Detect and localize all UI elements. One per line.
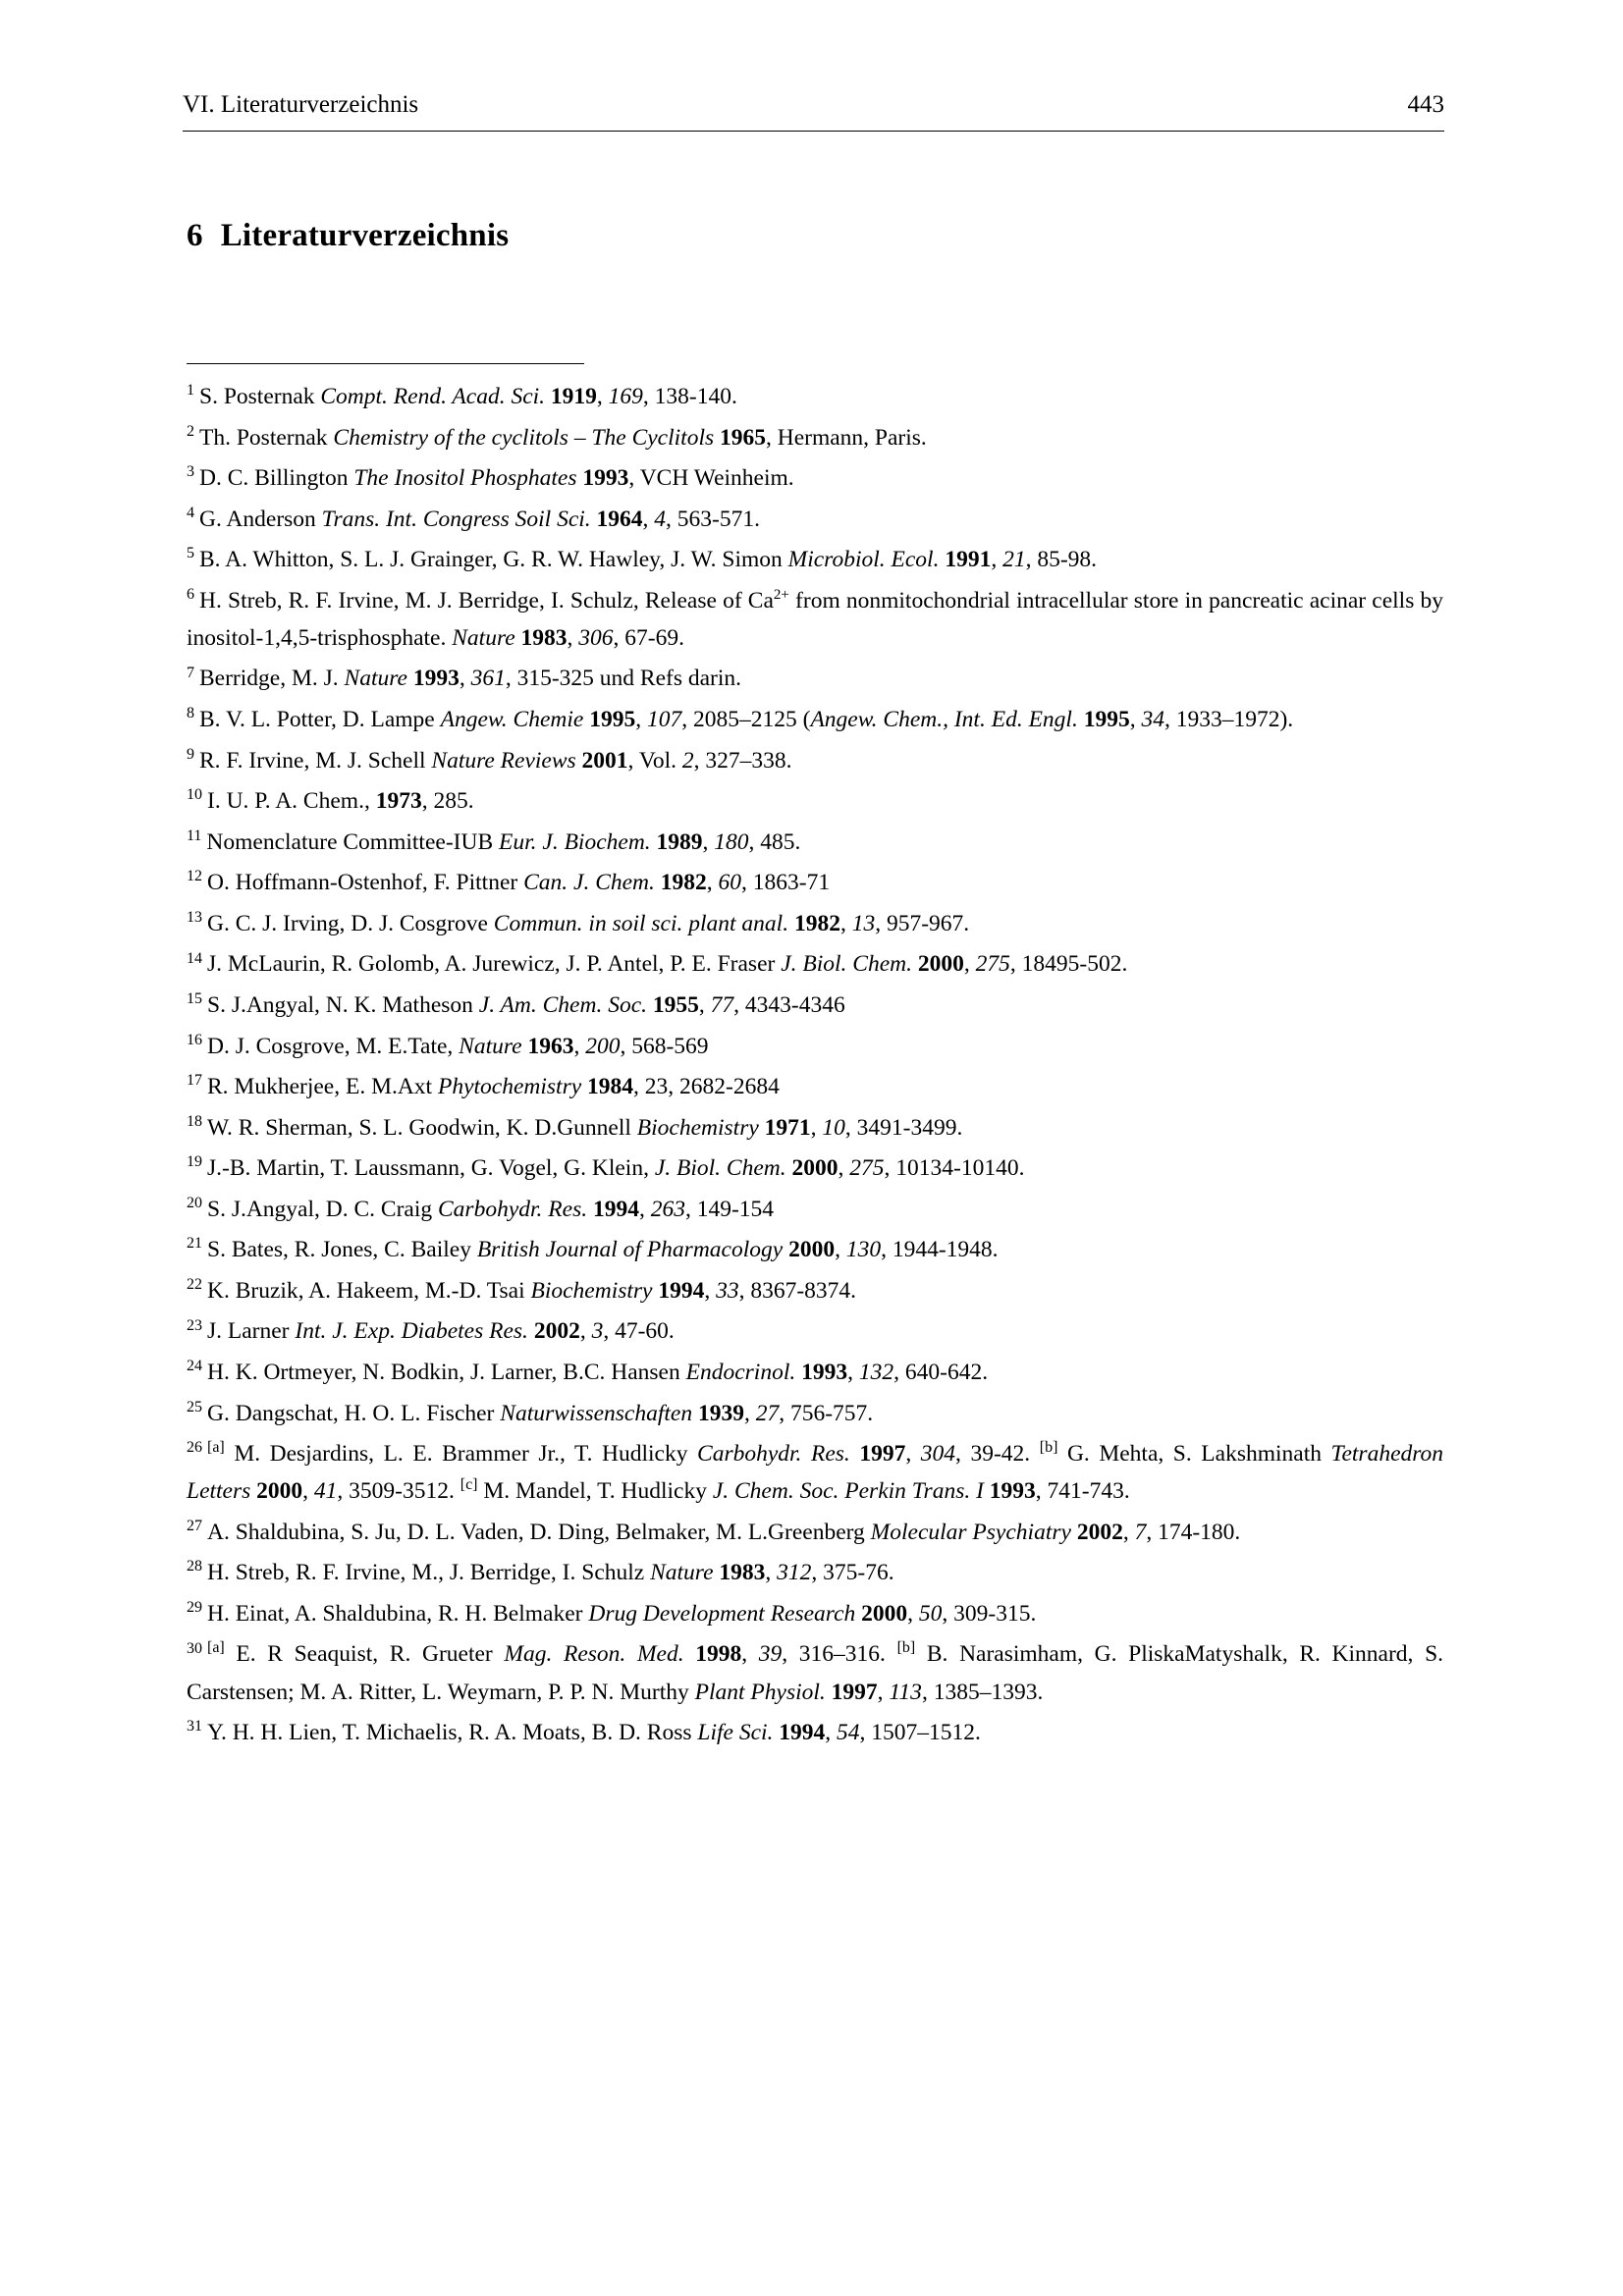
reference-entry — [187, 1595, 1443, 1632]
reference-text: B. V. L. Potter, D. Lampe Angew. Chemie 1995, 107, 2085–2125 (Angew. Chem., Int. Ed. Engl. 1995, 34, 1933–1972). — [199, 707, 1294, 732]
reference-entry — [187, 541, 1443, 578]
reference-entry — [187, 1514, 1443, 1551]
reference-entry — [187, 742, 1443, 779]
reference-number: 12 — [187, 868, 202, 885]
reference-text: Th. Posternak Chemistry of the cyclitols – The Cyclitols 1965, Hermann, Paris. — [199, 424, 927, 451]
reference-number: 15 — [187, 990, 202, 1008]
reference-entry — [187, 1714, 1443, 1751]
chapter-number: 6 — [187, 218, 203, 253]
reference-text: H. K. Ortmeyer, N. Bodkin, J. Larner, B.C. Hansen Endocrinol. 1993, 132, 640-642. — [207, 1360, 989, 1385]
reference-text: I. U. P. A. Chem., 1973, 285. — [207, 788, 474, 815]
reference-number: 18 — [187, 1112, 202, 1130]
reference-entry — [187, 419, 1443, 456]
reference-entry — [187, 1231, 1443, 1268]
reference-text: G. Dangschat, H. O. L. Fischer Naturwissenschaften 1939, 27, 756-757. — [207, 1400, 874, 1426]
reference-entry — [187, 1395, 1443, 1432]
reference-number: 17 — [187, 1072, 202, 1090]
reference-text: Y. H. H. Lien, T. Michaelis, R. A. Moats, B. D. Ross Life Sci. 1994, 54, 1507–1512. — [207, 1720, 981, 1746]
reference-text: B. A. Whitton, S. L. J. Grainger, G. R. W. Hawley, J. W. Simon Microbiol. Ecol. 1991, 21, 85-98. — [199, 547, 1098, 573]
reference-number: 21 — [187, 1235, 202, 1253]
reference-text: J.-B. Martin, T. Laussmann, G. Vogel, G. Klein, J. Biol. Chem. 2000, 275, 10134-10140. — [207, 1155, 1025, 1182]
reference-entry — [187, 1312, 1443, 1350]
reference-text: H. Streb, R. F. Irvine, M. J. Berridge, I. Schulz, Release of $Ca^{2+}$ from nonmitochondrial intracellular store in pancreatic acinar cells by inositol-1,4,5-trisphosphate. Nature 1983, 306, 67-69. — [187, 586, 1443, 651]
reference-number: 25 — [187, 1398, 202, 1415]
reference-entry — [187, 378, 1443, 415]
reference-number: 19 — [187, 1153, 202, 1171]
reference-text: K. Bruzik, A. Hakeem, M.-D. Tsai Biochemistry 1994, 33, 8367-8374. — [207, 1277, 857, 1304]
reference-text: R. Mukherjee, E. M.Axt Phytochemistry 1984, 23, 2682-2684 — [207, 1074, 780, 1100]
reference-number: 16 — [187, 1031, 202, 1048]
page-header — [183, 90, 1444, 120]
reference-number: 6 — [187, 585, 194, 603]
reference-text: J. McLaurin, R. Golomb, A. Jurewicz, J. P. Antel, P. E. Fraser J. Biol. Chem. 2000, 275, 18495-502. — [207, 951, 1128, 978]
reference-list — [187, 378, 1443, 1755]
reference-text: O. Hoffmann-Ostenhof, F. Pittner Can. J. Chem. 1982, 60, 1863-71 — [207, 870, 831, 896]
reference-text: Berridge, M. J. Nature 1993, 361, 315-325 und Refs darin. — [199, 666, 741, 692]
reference-entry — [187, 824, 1443, 861]
reference-text: A. Shaldubina, S. Ju, D. L. Vaden, D. Ding, Belmaker, M. L.Greenberg Molecular Psychiatry 2002, 7, 174-180. — [207, 1519, 1241, 1545]
reference-number: 30 — [187, 1639, 202, 1657]
reference-number: 27 — [187, 1517, 202, 1534]
reference-number: 31 — [187, 1718, 202, 1735]
reference-text: S. J.Angyal, N. K. Matheson J. Am. Chem. Soc. 1955, 77, 4343-4346 — [207, 991, 845, 1018]
reference-number: 14 — [187, 949, 202, 967]
reference-entry — [187, 582, 1443, 657]
chapter-title-text: Literaturverzeichnis — [220, 218, 510, 253]
reference-number: 11 — [187, 827, 202, 844]
reference-text: S. Bates, R. Jones, C. Bailey British Journal of Pharmacology 2000, 130, 1944-1948. — [207, 1237, 999, 1263]
reference-entry — [187, 945, 1443, 983]
reference-number: 4 — [187, 504, 194, 521]
footnote-rule — [187, 363, 584, 364]
reference-number: 29 — [187, 1599, 202, 1617]
reference-entry — [187, 501, 1443, 538]
reference-number: 24 — [187, 1358, 202, 1375]
reference-text: J. Larner Int. J. Exp. Diabetes Res. 2002, 3, 47-60. — [207, 1318, 675, 1345]
reference-entry — [187, 864, 1443, 901]
reference-number: 8 — [187, 705, 194, 722]
reference-entry — [187, 1028, 1443, 1065]
reference-number: 2 — [187, 422, 194, 440]
reference-entry — [187, 1068, 1443, 1105]
reference-number: 22 — [187, 1276, 202, 1294]
chapter-heading — [187, 218, 509, 254]
reference-entry — [187, 905, 1443, 942]
reference-number: 23 — [187, 1316, 202, 1334]
header-section-title: VI. Literaturverzeichnis — [183, 91, 419, 118]
reference-entry — [187, 1354, 1443, 1391]
reference-text: [a] M. Desjardins, L. E. Brammer Jr., T. Hudlicky Carbohydr. Res. 1997, 304, 39-42. [b] G. Mehta, S. Lakshminath Tetrahedron Letters 2000, 41, 3509-3512. [c] M. Mandel, T. Hudlicky J. Chem. Soc. Perkin Trans. I 1993, 741-743. — [187, 1439, 1444, 1505]
reference-text: D. J. Cosgrove, M. E.Tate, Nature 1963, 200, 568-569 — [207, 1033, 709, 1059]
reference-number: 5 — [187, 545, 194, 562]
reference-text: Nomenclature Committee-IUB Eur. J. Biochem. 1989, 180, 485. — [206, 828, 801, 855]
reference-entry — [187, 1435, 1443, 1510]
reference-text: S. Posternak Compt. Rend. Acad. Sci. 1919, 169, 138-140. — [199, 384, 737, 409]
reference-text: H. Einat, A. Shaldubina, R. H. Belmaker Drug Development Research 2000, 50, 309-315. — [207, 1600, 1037, 1627]
reference-entry — [187, 660, 1443, 697]
page-number: 443 — [1407, 91, 1444, 118]
reference-number: 9 — [187, 745, 194, 763]
reference-number: 1 — [187, 382, 194, 400]
reference-entry — [187, 1149, 1443, 1187]
reference-number: 13 — [187, 908, 202, 926]
reference-entry — [187, 459, 1443, 497]
reference-entry — [187, 1191, 1443, 1228]
reference-entry — [187, 1272, 1443, 1309]
reference-entry — [187, 1109, 1443, 1147]
reference-text: W. R. Sherman, S. L. Goodwin, K. D.Gunnell Biochemistry 1971, 10, 3491-3499. — [207, 1114, 963, 1141]
reference-number: 20 — [187, 1194, 202, 1211]
reference-number: 10 — [187, 786, 202, 804]
reference-number: 28 — [187, 1558, 202, 1575]
reference-entry — [187, 701, 1443, 738]
header-divider — [183, 131, 1444, 132]
reference-number: 3 — [187, 463, 194, 481]
reference-text: D. C. Billington The Inositol Phosphates 1993, VCH Weinheim. — [199, 465, 794, 492]
reference-entry — [187, 1554, 1443, 1591]
reference-text: R. F. Irvine, M. J. Schell Nature Reviews 2001, Vol. 2, 327–338. — [199, 747, 792, 774]
reference-text: G. C. J. Irving, D. J. Cosgrove Commun. in soil sci. plant anal. 1982, 13, 957-967. — [207, 910, 970, 936]
reference-entry — [187, 782, 1443, 820]
reference-number: 7 — [187, 664, 194, 681]
reference-text: S. J.Angyal, D. C. Craig Carbohydr. Res. 1994, 263, 149-154 — [207, 1196, 775, 1222]
reference-text: [a] E. R Seaquist, R. Grueter Mag. Reson. Med. 1998, 39, 316–316. [b] B. Narasimham, G. PliskaMatyshalk, R. Kinnard, S. Carstensen; M. A. Ritter, L. Weymarn, P. P. N. Murthy Plant Physiol. 1997, 113, 1385–1393. — [187, 1639, 1444, 1705]
reference-text: G. Anderson Trans. Int. Congress Soil Sci. 1964, 4, 563-571. — [199, 506, 760, 532]
reference-text: H. Streb, R. F. Irvine, M., J. Berridge, I. Schulz Nature 1983, 312, 375-76. — [207, 1560, 894, 1586]
reference-entry — [187, 1635, 1443, 1710]
reference-entry — [187, 987, 1443, 1024]
reference-number: 26 — [187, 1439, 202, 1457]
